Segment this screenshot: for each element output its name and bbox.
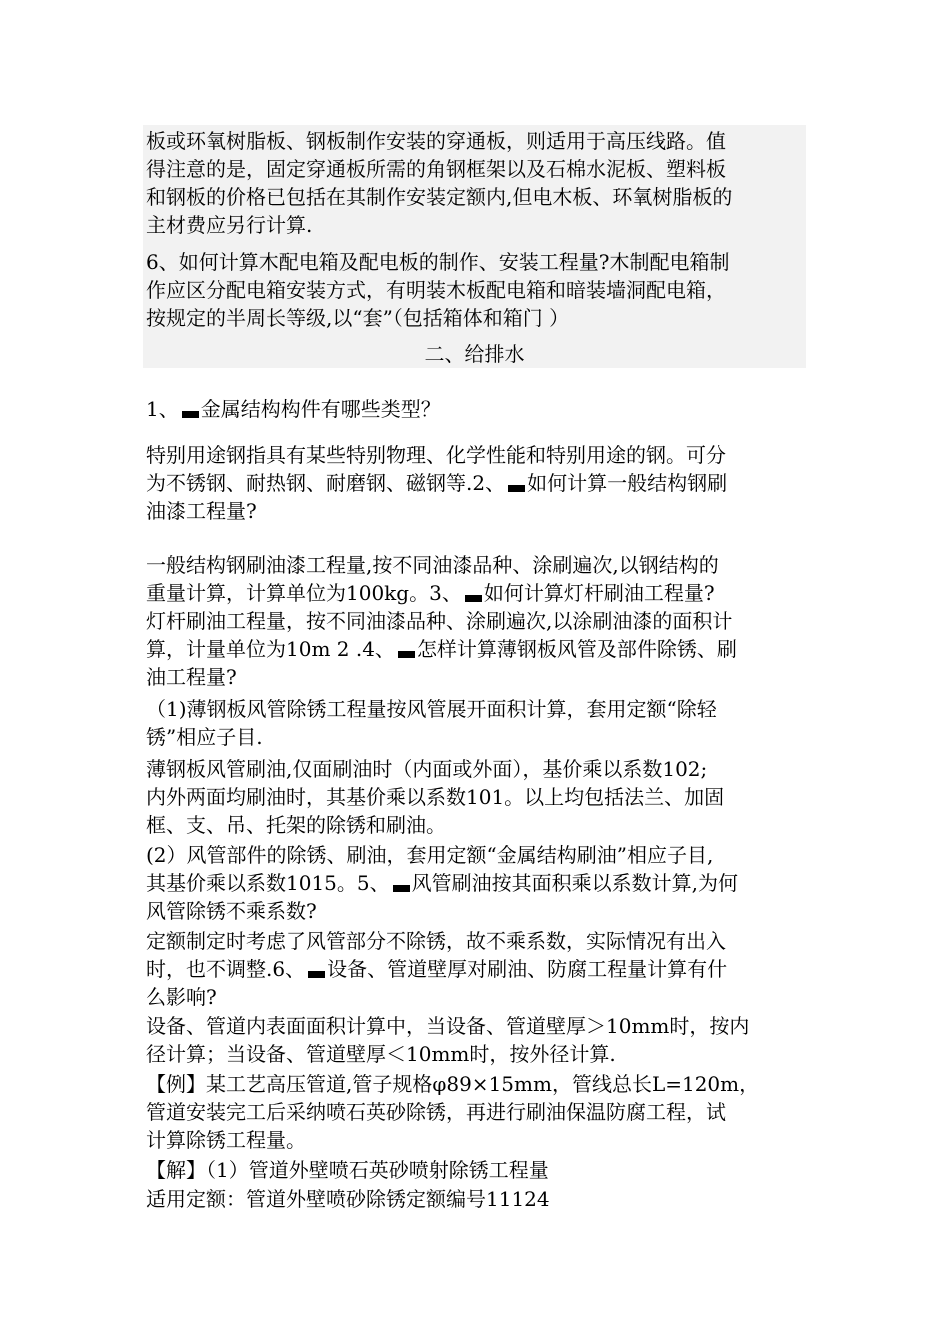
text-line: 【例】某工艺高压管道,管子规格φ89×15mm，管线总长L=120m，	[146, 1072, 760, 1096]
text-line: 框、支、吊、托架的除锈和刷油。	[146, 813, 446, 837]
redaction-mark	[308, 971, 325, 978]
text-line: 主材费应另行计算.	[146, 213, 313, 237]
text-segment: 风管刷油按其面积乘以系数计算,为何	[411, 871, 738, 895]
text-line: 特别用途钢指具有某些特别物理、化学性能和特别用途的钢。可分	[146, 443, 726, 467]
text-line: 按规定的半周长等级,以“套”（包括箱体和箱门 ）	[146, 306, 570, 330]
redaction-mark	[182, 411, 199, 418]
text-line	[146, 636, 806, 662]
redaction-mark	[465, 595, 482, 602]
text-line: 和钢板的价格已包括在其制作安装定额内,但电木板、环氧树脂板的	[146, 185, 733, 209]
redaction-mark	[508, 485, 525, 492]
text-segment: 金属结构构件有哪些类型？	[200, 397, 441, 421]
section-heading: 二、给排水	[424, 342, 525, 366]
text-segment: 算，计量单位为10m 2 .4、	[146, 637, 395, 661]
text-line: 风管除锈不乘系数?	[146, 899, 317, 923]
text-segment: 其基价乘以系数1015。5、	[146, 871, 390, 895]
text-segment: 如何计算灯杆刷油工程量?	[483, 581, 715, 605]
text-segment: 重量计算，计算单位为100kg。3、	[146, 581, 462, 605]
text-line: 计算除锈工程量。	[146, 1128, 306, 1152]
text-line: 油漆工程量?	[146, 499, 257, 523]
text-line	[146, 870, 806, 896]
text-line: 灯杆刷油工程量，按不同油漆品种、涂刷遍次,以涂刷油漆的面积计	[146, 609, 733, 633]
text-line: 设备、管道内表面面积计算中，当设备、管道壁厚＞10mm时，按内	[146, 1014, 750, 1038]
redaction-mark	[393, 885, 410, 892]
text-line	[146, 956, 806, 982]
text-segment: 1、	[146, 397, 179, 421]
text-line	[146, 396, 806, 422]
text-line: 得注意的是，固定穿通板所需的角钢框架以及石棉水泥板、塑料板	[146, 157, 726, 181]
text-line	[146, 470, 806, 496]
text-line	[146, 580, 806, 606]
text-line: （1)薄钢板风管除锈工程量按风管展开面积计算，套用定额“除轻	[146, 697, 717, 721]
text-line: 薄钢板风管刷油,仅面刷油时（内面或外面），基价乘以系数102;	[146, 757, 708, 781]
text-segment: 时，也不调整.6、	[146, 957, 306, 981]
text-line: 锈”相应子目.	[146, 725, 263, 749]
text-segment: 设备、管道壁厚对刷油、防腐工程量计算有什	[327, 957, 728, 981]
text-line: 适用定额：管道外壁喷砂除锈定额编号11124	[146, 1187, 550, 1211]
text-line: 内外两面均刷油时，其基价乘以系数101。以上均包括法兰、加固	[146, 785, 725, 809]
text-line: 一般结构钢刷油漆工程量,按不同油漆品种、涂刷遍次,以钢结构的	[146, 553, 719, 577]
text-line: 么影响?	[146, 985, 217, 1009]
text-line: 径计算；当设备、管道壁厚＜10mm时，按外径计算.	[146, 1042, 616, 1066]
text-line: 管道安装完工后采纳喷石英砂除锈，再进行刷油保温防腐工程，试	[146, 1100, 726, 1124]
text-line: 6、如何计算木配电箱及配电板的制作、安装工程量?木制配电箱制	[146, 250, 730, 274]
text-line: 【解】（1）管道外壁喷石英砂喷射除锈工程量	[146, 1158, 549, 1182]
text-line: 板或环氧树脂板、钢板制作安装的穿通板，则适用于高压线路。值	[146, 129, 726, 153]
text-line: 作应区分配电箱安装方式，有明装木板配电箱和暗装墙洞配电箱，	[146, 278, 726, 302]
text-line: (2）风管部件的除锈、刷油，套用定额“金属结构刷油”相应子目,	[146, 843, 714, 867]
text-line: 定额制定时考虑了风管部分不除锈，故不乘系数，实际情况有出入	[146, 929, 726, 953]
text-segment: 如何计算一般结构钢刷	[527, 471, 728, 495]
redaction-mark	[398, 651, 415, 658]
text-segment: 为不锈钢、耐热钢、耐磨钢、磁钢等.2、	[146, 471, 506, 495]
text-line: 油工程量?	[146, 665, 237, 689]
text-segment: 怎样计算薄钢板风管及部件除锈、刷	[416, 637, 737, 661]
